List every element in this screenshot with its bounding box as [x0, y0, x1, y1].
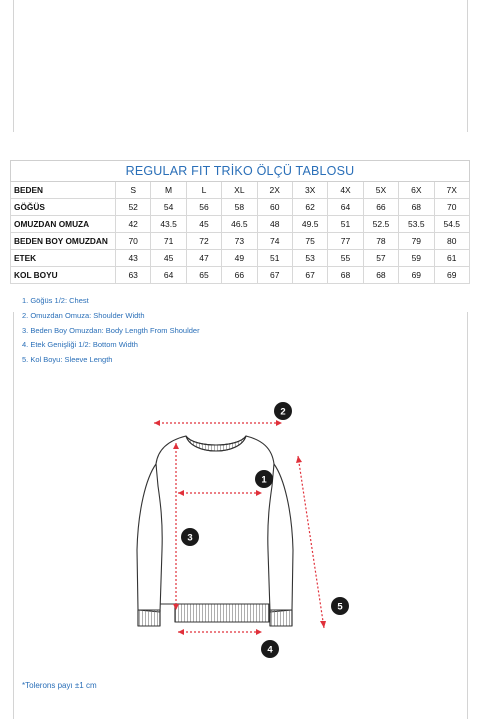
marker-2 — [274, 402, 292, 420]
table-cell: 43 — [116, 250, 151, 267]
size-header: S — [116, 182, 151, 199]
note-item: 1. Göğüs 1/2: Chest — [22, 296, 89, 305]
size-header: 7X — [434, 182, 469, 199]
note-item: 4. Etek Genişliği 1/2: Bottom Width — [22, 340, 138, 350]
table-cell: 59 — [399, 250, 434, 267]
table-cell: 54 — [151, 199, 186, 216]
size-header: L — [186, 182, 221, 199]
table-row — [11, 199, 470, 216]
table-cell: 74 — [257, 233, 292, 250]
tolerance-note: *Tolerons payı ±1 cm — [22, 681, 97, 690]
table-cell: 70 — [434, 199, 469, 216]
table-cell: 80 — [434, 233, 469, 250]
note-item: 3. Beden Boy Omuzdan: Body Length From Shoulder — [22, 325, 200, 335]
svg-text:2: 2 — [280, 406, 286, 418]
table-cell: 69 — [399, 267, 434, 284]
table-cell: 46.5 — [222, 216, 257, 233]
size-header: 2X — [257, 182, 292, 199]
table-cell: 42 — [116, 216, 151, 233]
table-cell: 79 — [399, 233, 434, 250]
svg-text:3: 3 — [187, 532, 193, 544]
row-label: KOL BOYU — [11, 267, 116, 284]
table-cell: 45 — [186, 216, 221, 233]
table-cell: 66 — [363, 199, 398, 216]
table-cell: 71 — [151, 233, 186, 250]
row-label: GÖĞÜS — [11, 199, 116, 216]
header-label: BEDEN — [11, 182, 116, 199]
table-row — [11, 216, 470, 233]
table-cell: 78 — [363, 233, 398, 250]
table-cell: 51 — [328, 216, 363, 233]
size-header-row — [11, 182, 470, 199]
table-cell: 60 — [257, 199, 292, 216]
size-header: XL — [222, 182, 257, 199]
table-cell: 57 — [363, 250, 398, 267]
table-cell: 56 — [186, 199, 221, 216]
table-cell: 68 — [399, 199, 434, 216]
table-cell: 67 — [292, 267, 327, 284]
table-cell: 68 — [363, 267, 398, 284]
table-cell: 68 — [328, 267, 363, 284]
top-right-guide — [467, 0, 468, 132]
sweater-diagram — [0, 390, 480, 680]
size-table — [10, 160, 470, 284]
svg-text:5: 5 — [337, 601, 343, 613]
table-cell: 69 — [434, 267, 469, 284]
marker-1 — [255, 470, 273, 488]
marker-5 — [331, 597, 349, 615]
top-left-guide — [13, 0, 14, 132]
table-cell: 64 — [151, 267, 186, 284]
table-cell: 73 — [222, 233, 257, 250]
table-row — [11, 233, 470, 250]
table-cell: 53.5 — [399, 216, 434, 233]
note-item: 5. Kol Boyu: Sleeve Length — [22, 355, 113, 365]
table-cell: 72 — [186, 233, 221, 250]
size-chart — [10, 160, 470, 284]
table-cell: 51 — [257, 250, 292, 267]
svg-text:4: 4 — [267, 644, 273, 656]
row-label: OMUZDAN OMUZA — [11, 216, 116, 233]
table-row — [11, 250, 470, 267]
size-header: M — [151, 182, 186, 199]
size-header: 5X — [363, 182, 398, 199]
table-cell: 63 — [116, 267, 151, 284]
table-cell: 55 — [328, 250, 363, 267]
table-cell: 58 — [222, 199, 257, 216]
table-cell: 45 — [151, 250, 186, 267]
measurement-notes — [22, 294, 200, 368]
svg-text:1: 1 — [261, 474, 267, 486]
table-cell: 47 — [186, 250, 221, 267]
row-label: ETEK — [11, 250, 116, 267]
table-row — [11, 267, 470, 284]
table-title: REGULAR FIT TRİKO ÖLÇÜ TABLOSU — [11, 161, 470, 182]
note-item: 2. Omuzdan Omuza: Shoulder Width — [22, 310, 145, 320]
marker-4 — [261, 640, 279, 658]
size-header: 3X — [292, 182, 327, 199]
marker-3 — [181, 528, 199, 546]
table-cell: 62 — [292, 199, 327, 216]
table-cell: 70 — [116, 233, 151, 250]
table-cell: 52 — [116, 199, 151, 216]
size-header: 6X — [399, 182, 434, 199]
table-cell: 53 — [292, 250, 327, 267]
table-cell: 77 — [328, 233, 363, 250]
table-cell: 64 — [328, 199, 363, 216]
table-cell: 49.5 — [292, 216, 327, 233]
table-cell: 48 — [257, 216, 292, 233]
table-cell: 61 — [434, 250, 469, 267]
table-cell: 66 — [222, 267, 257, 284]
table-cell: 65 — [186, 267, 221, 284]
table-cell: 75 — [292, 233, 327, 250]
table-cell: 43.5 — [151, 216, 186, 233]
sweater-outline-icon — [137, 436, 293, 626]
row-label: BEDEN BOY OMUZDAN — [11, 233, 116, 250]
table-cell: 52.5 — [363, 216, 398, 233]
table-cell: 67 — [257, 267, 292, 284]
table-cell: 49 — [222, 250, 257, 267]
table-cell: 54.5 — [434, 216, 469, 233]
size-header: 4X — [328, 182, 363, 199]
